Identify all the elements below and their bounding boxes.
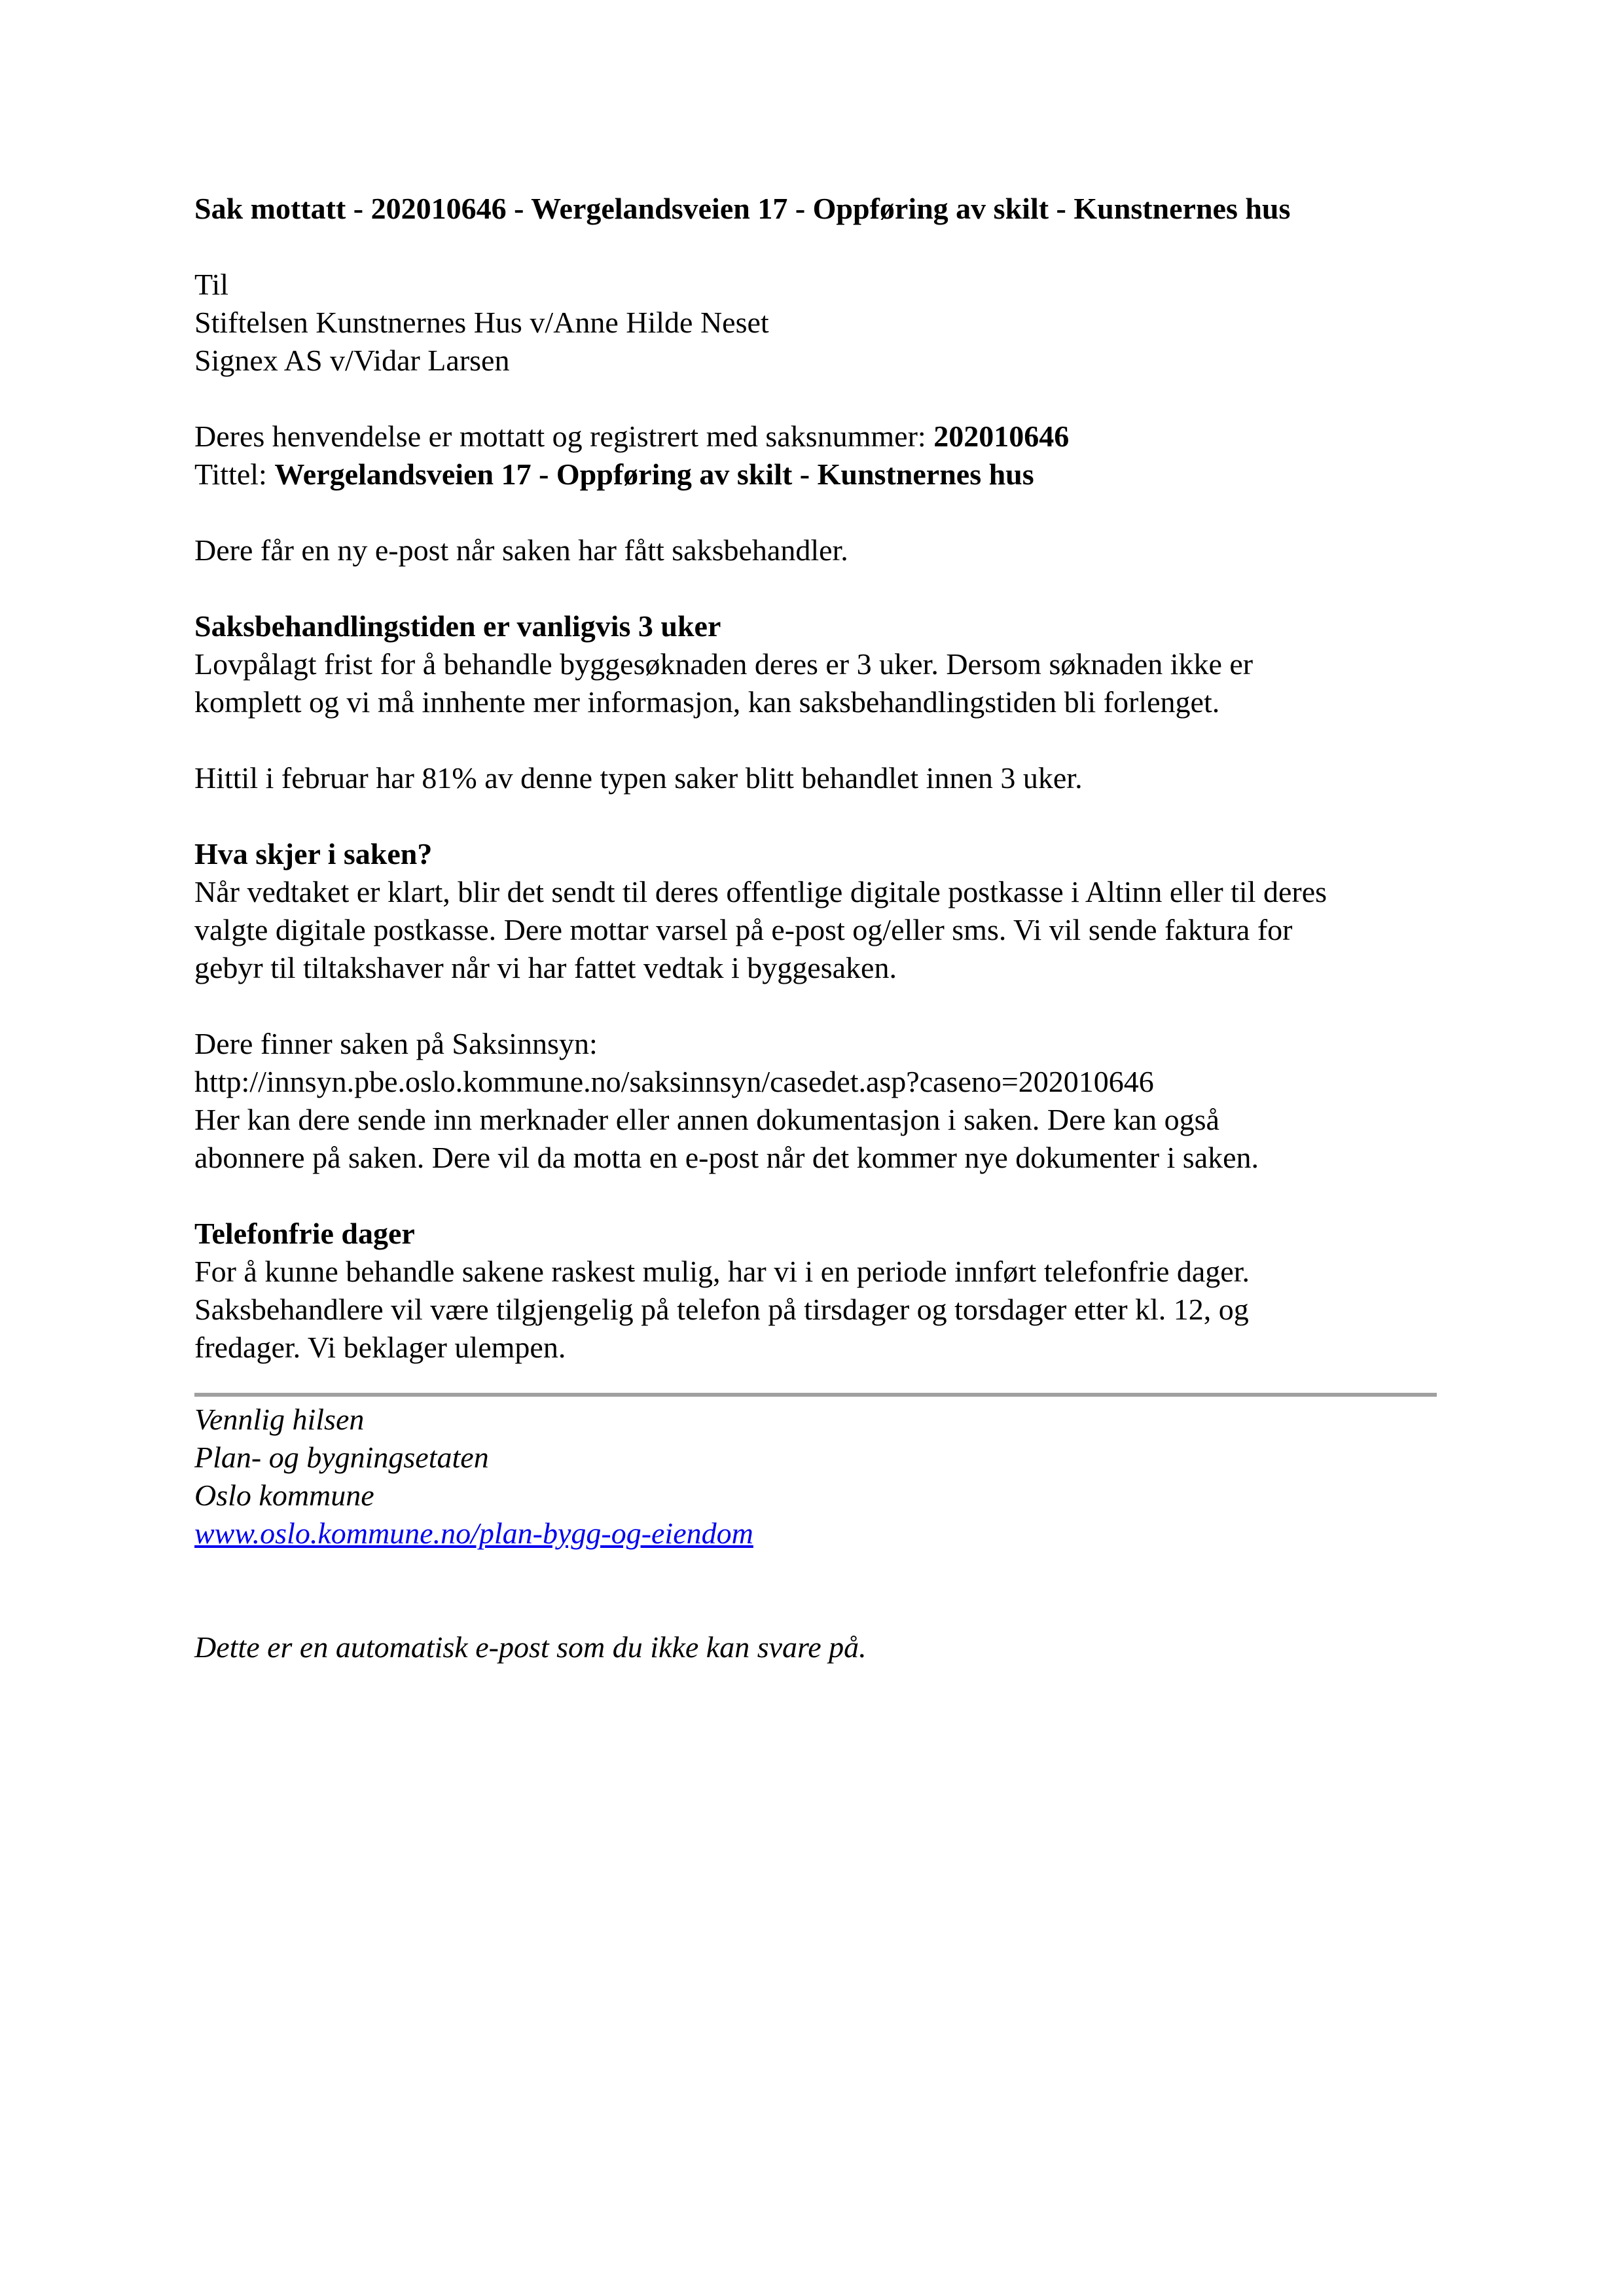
phone-free-line-1: For å kunne behandle sakene raskest mulig, har vi i en periode innført telefonfrie dager. — [194, 1255, 1250, 1288]
phone-free-heading: Telefonfrie dager — [194, 1217, 415, 1250]
what-happens-line-1: Når vedtaket er klart, blir det sendt til deres offentlige digitale postkasse i Altinn eller til deres — [194, 875, 1327, 908]
footer-note: Dette er en automatisk e-post som du ikke kan svare på. — [194, 1630, 867, 1664]
signature-website-row — [194, 1515, 1438, 1552]
processing-heading: Saksbehandlingstiden er vanligvis 3 uker — [194, 609, 721, 643]
title-line: Tittel: Wergelandsveien 17 - Oppføring av skilt - Kunstnernes hus — [194, 457, 1034, 491]
what-happens-line-2: valgte digitale postkasse. Dere mottar varsel på e-post og/eller sms. Vi vil sende faktura for — [194, 913, 1293, 946]
case-title: Wergelandsveien 17 - Oppføring av skilt - Kunstnernes hus — [274, 457, 1034, 491]
processing-line-1: Lovpålagt frist for å behandle byggesøknaden deres er 3 uker. Dersom søknaden ikke er — [194, 647, 1254, 681]
case-number: 202010646 — [933, 420, 1070, 453]
processing-stat: Hittil i februar har 81% av denne typen saker blitt behandlet innen 3 uker. — [194, 761, 1083, 795]
recipient-1: Stiftelsen Kunstnernes Hus v/Anne Hilde Neset — [194, 306, 769, 339]
saksinnsyn-intro: Dere finner saken på Saksinnsyn: — [194, 1027, 598, 1060]
saksinnsyn-line-1: Her kan dere sende inn merknader eller annen dokumentasjon i saken. Dere kan også — [194, 1103, 1219, 1136]
recipients-label: Til — [194, 268, 229, 301]
subject-line: Sak mottatt - 202010646 - Wergelandsveien 17 - Oppføring av skilt - Kunstnernes hus — [194, 192, 1291, 225]
signature-greeting: Vennlig hilsen — [194, 1403, 365, 1436]
notice-line: Dere får en ny e-post når saken har fått saksbehandler. — [194, 533, 848, 567]
signature-department: Plan- og bygningsetaten — [194, 1441, 489, 1474]
phone-free-line-2: Saksbehandlere vil være tilgjengelig på telefon på tirsdager og torsdager etter kl. 12, og — [194, 1293, 1249, 1326]
processing-line-2: komplett og vi må innhente mer informasjon, kan saksbehandlingstiden bli forlenget. — [194, 685, 1220, 719]
email-body — [194, 190, 1438, 1666]
signature-website-link[interactable]: www.oslo.kommune.no/plan-bygg-og-eiendom — [194, 1516, 753, 1550]
saksinnsyn-url: http://innsyn.pbe.oslo.kommune.no/saksinnsyn/casedet.asp?caseno=202010646 — [194, 1065, 1154, 1098]
signature-divider — [194, 1393, 1437, 1397]
registration-line: Deres henvendelse er mottatt og registrert med saksnummer: 202010646 — [194, 420, 1070, 453]
phone-free-line-3: fredager. Vi beklager ulempen. — [194, 1331, 566, 1364]
what-happens-heading: Hva skjer i saken? — [194, 837, 433, 870]
recipient-2: Signex AS v/Vidar Larsen — [194, 344, 510, 377]
signature-organization: Oslo kommune — [194, 1479, 374, 1512]
what-happens-line-3: gebyr til tiltakshaver når vi har fattet vedtak i byggesaken. — [194, 951, 897, 984]
saksinnsyn-line-2: abonnere på saken. Dere vil da motta en e-post når det kommer nye dokumenter i saken. — [194, 1141, 1259, 1174]
